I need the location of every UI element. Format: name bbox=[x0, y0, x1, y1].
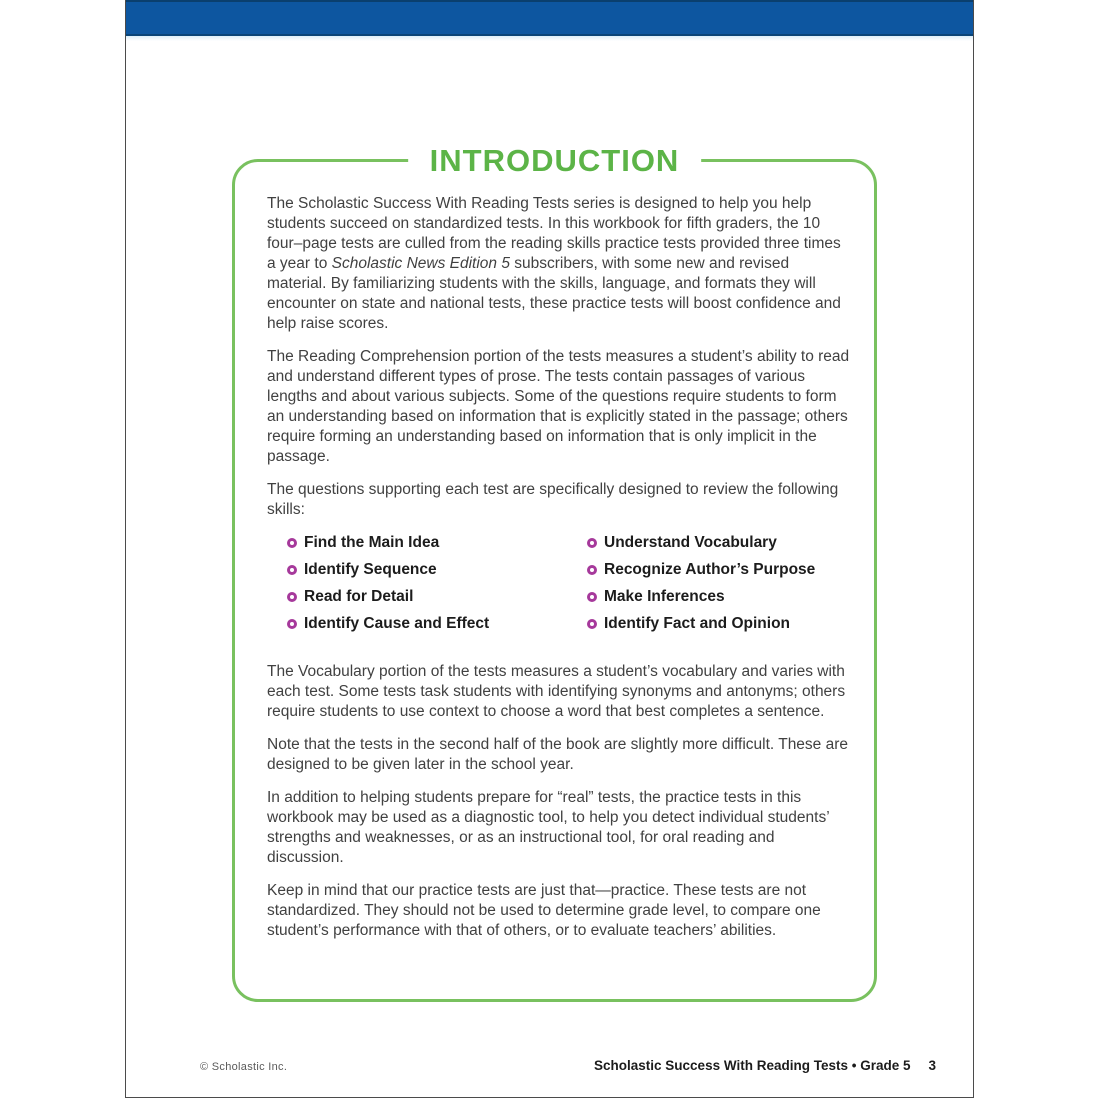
paragraph-skills-intro: The questions supporting each test are specifically designed to review the following skills: bbox=[267, 481, 839, 518]
bullet-icon bbox=[587, 592, 597, 602]
skill-label: Identify Cause and Effect bbox=[304, 615, 490, 632]
bullet-icon bbox=[287, 619, 297, 629]
introduction-text bbox=[267, 194, 852, 954]
list-item bbox=[587, 533, 852, 553]
skill-label: Recognize Author’s Purpose bbox=[604, 561, 816, 578]
list-item bbox=[287, 560, 587, 580]
top-blue-bar bbox=[126, 0, 973, 36]
footer-right-group bbox=[594, 1058, 936, 1073]
paragraph-series-overview bbox=[267, 194, 852, 334]
paragraph-reading-comprehension: The Reading Comprehension portion of the tests measures a student’s ability to read and understand different types of prose. The tests contain passages of various lengths and about various subjects. Some of the questions require students to form an understanding based on information that is explicitly stated in the passage; others require forming an understanding based on information that is only implicit in the passage. bbox=[267, 348, 850, 465]
book-title: Scholastic Success With Reading Tests • Grade 5 bbox=[594, 1058, 911, 1073]
paragraph1-after: subscribers, with some new and revised material. By familiarizing students with the skills, language, and formats they will encounter on state and national tests, these practice tests will boost confidence and help raise scores. bbox=[267, 255, 841, 332]
paragraph-practice-disclaimer: Keep in mind that our practice tests are just that—practice. These tests are not standardized. They should not be used to determine grade level, to compare one student’s performance with that of others, or to evaluate teachers’ abilities. bbox=[267, 882, 821, 939]
bullet-icon bbox=[587, 565, 597, 575]
skill-label: Find the Main Idea bbox=[304, 534, 440, 551]
paragraph-vocabulary: The Vocabulary portion of the tests measures a student’s vocabulary and varies with each test. Some tests task students with identifying synonyms and antonyms; others require students to use context to choose a word that best completes a sentence. bbox=[267, 663, 846, 720]
paragraph-difficulty-note: Note that the tests in the second half of the book are slightly more difficult. These are designed to be given later in the school year. bbox=[267, 736, 849, 773]
list-item bbox=[287, 533, 587, 553]
list-item bbox=[587, 614, 852, 634]
list-item bbox=[587, 587, 852, 607]
page-footer bbox=[126, 1058, 973, 1078]
page-number: 3 bbox=[928, 1058, 936, 1073]
introduction-box bbox=[232, 143, 877, 1002]
bullet-icon bbox=[287, 592, 297, 602]
bullet-icon bbox=[287, 565, 297, 575]
paragraph1-before: The Scholastic Success With Reading Tests series is designed to help you help students succeed on standardized tests. In this workbook for fifth graders, the 10 four–page tests are culled from the reading skills practice tests provided three times a year to bbox=[267, 195, 841, 272]
top-bar-glow bbox=[126, 36, 973, 41]
paragraph1-italic-title: Scholastic News Edition 5 bbox=[331, 255, 510, 272]
skill-label: Identify Sequence bbox=[304, 561, 437, 578]
list-item bbox=[287, 614, 587, 634]
bullet-icon bbox=[587, 619, 597, 629]
list-item bbox=[287, 587, 587, 607]
copyright-notice: © Scholastic Inc. bbox=[200, 1061, 288, 1073]
skill-label: Make Inferences bbox=[604, 588, 725, 605]
skills-list bbox=[287, 533, 852, 634]
list-item bbox=[587, 560, 852, 580]
page-title: INTRODUCTION bbox=[408, 143, 702, 179]
skill-label: Read for Detail bbox=[304, 588, 414, 605]
workbook-page bbox=[125, 0, 974, 1098]
bullet-icon bbox=[587, 538, 597, 548]
skill-label: Understand Vocabulary bbox=[604, 534, 777, 551]
bullet-icon bbox=[287, 538, 297, 548]
paragraph-diagnostic-use: In addition to helping students prepare for “real” tests, the practice tests in this workbook may be used as a diagnostic tool, to help you detect individual students’ strengths and weaknesses, or as an instructional tool, for oral reading and discussion. bbox=[267, 789, 830, 866]
skill-label: Identify Fact and Opinion bbox=[604, 615, 790, 632]
